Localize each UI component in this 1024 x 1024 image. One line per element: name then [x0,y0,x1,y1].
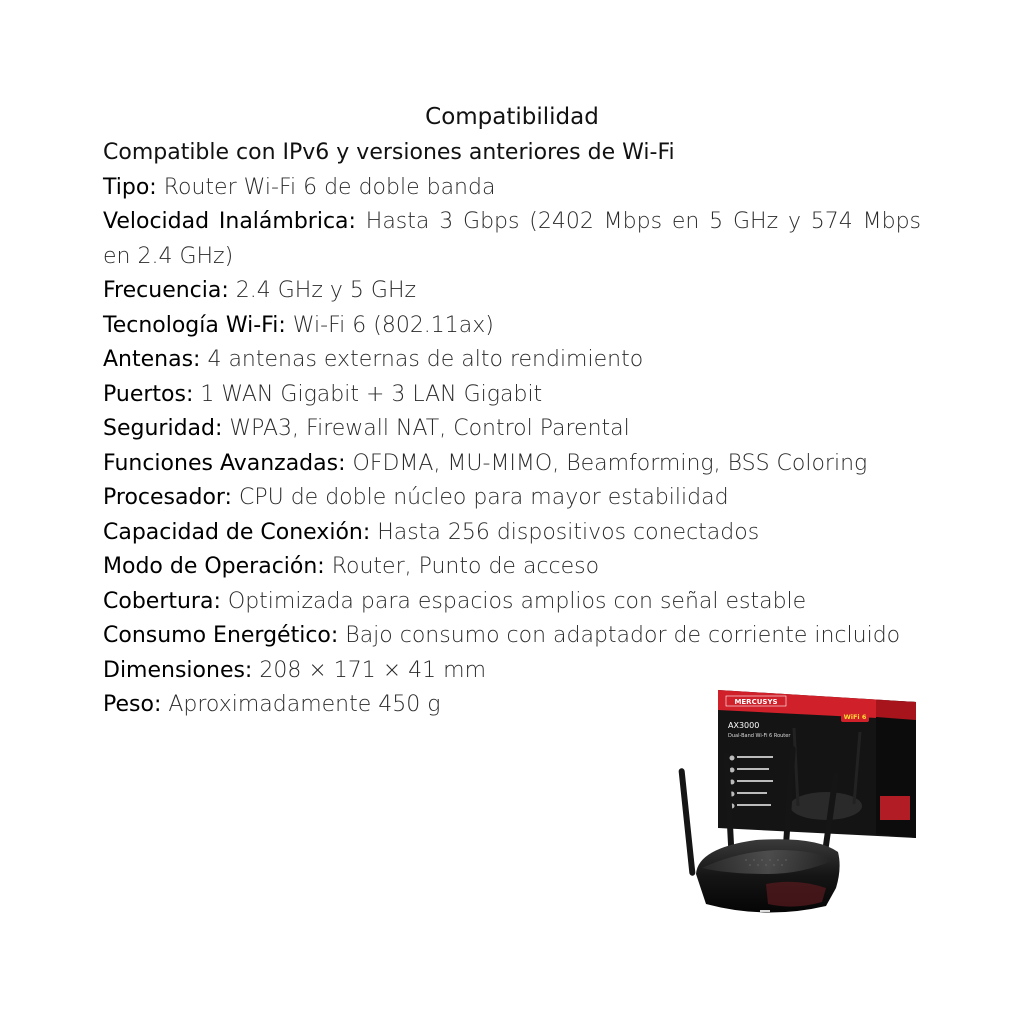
spec-label: Seguridad: [103,416,223,441]
model-subtitle: Dual-Band Wi-Fi 6 Router [728,733,791,739]
spec-value: Hasta 3 Gbps (2402 Mbps en 5 GHz y 574 Mbps en 2.4 GHz) [103,209,921,269]
spec-value: Router Wi-Fi 6 de doble banda [163,174,496,200]
spec-item-procesador [103,481,921,516]
spec-item-seguridad [103,412,921,447]
spec-item-dimensiones [103,654,921,689]
spec-value: 1 WAN Gigabit + 3 LAN Gigabit [200,381,543,407]
spec-item-antenas [103,343,921,378]
spec-item-modo [103,550,921,585]
page-title: Compatibilidad [425,104,599,130]
spec-item-cobertura [103,585,921,620]
spec-value: Router, Punto de acceso [331,554,600,579]
spec-value: WPA3, Firewall NAT, Control Parental [229,416,630,441]
spec-value: Aproximadamente 450 g [168,692,441,717]
product-image [676,688,926,923]
spec-item-consumo [103,619,921,654]
spec-value: Hasta 256 dispositivos conectados [377,519,760,545]
spec-value: Optimizada para espacios amplios con señal estable [227,588,807,614]
intro-text: Compatible con IPv6 y versiones anteriores de Wi-Fi [103,140,675,165]
spec-item-tipo [103,171,921,206]
spec-label: Frecuencia: [103,278,229,303]
spec-value: 208 × 171 × 41 mm [259,657,487,683]
spec-item-tecnologia [103,309,921,344]
spec-label: Consumo Energético: [103,623,339,648]
spec-label: Modo de Operación: [103,554,325,579]
spec-label: Peso: [103,692,162,717]
product-box [718,690,916,838]
spec-item-frecuencia [103,274,921,309]
spec-value: Wi-Fi 6 (802.11ax) [292,312,494,338]
spec-label: Puertos: [103,381,194,407]
spec-value: 4 antenas externas de alto rendimiento [207,347,644,372]
wifi6-badge-text: WiFi 6 [843,713,867,721]
spec-list [103,136,921,723]
spec-item-velocidad [103,205,921,274]
spec-value: 2.4 GHz y 5 GHz [235,278,417,303]
spec-value: CPU de doble núcleo para mayor estabilidad [238,485,729,510]
spec-label: Velocidad Inalámbrica: [103,209,356,234]
spec-value: OFDMA, MU-MIMO, Beamforming, BSS Coloring [352,450,868,476]
brand-text: MERCUSYS [734,698,778,706]
spec-item-capacidad [103,516,921,551]
spec-label: Cobertura: [103,588,221,614]
spec-value: Bajo consumo con adaptador de corriente incluido [345,623,901,648]
spec-label: Dimensiones: [103,657,253,683]
model-text: AX3000 [728,721,760,730]
spec-item-puertos [103,378,921,413]
spec-label: Capacidad de Conexión: [103,519,371,545]
spec-label: Funciones Avanzadas: [103,450,346,476]
spec-item-funciones [103,447,921,482]
spec-label: Antenas: [103,347,201,372]
spec-label: Tecnología Wi-Fi: [103,312,286,338]
router-box-illustration [676,688,926,923]
spec-label: Tipo: [103,174,157,200]
spec-label: Procesador: [103,485,232,510]
